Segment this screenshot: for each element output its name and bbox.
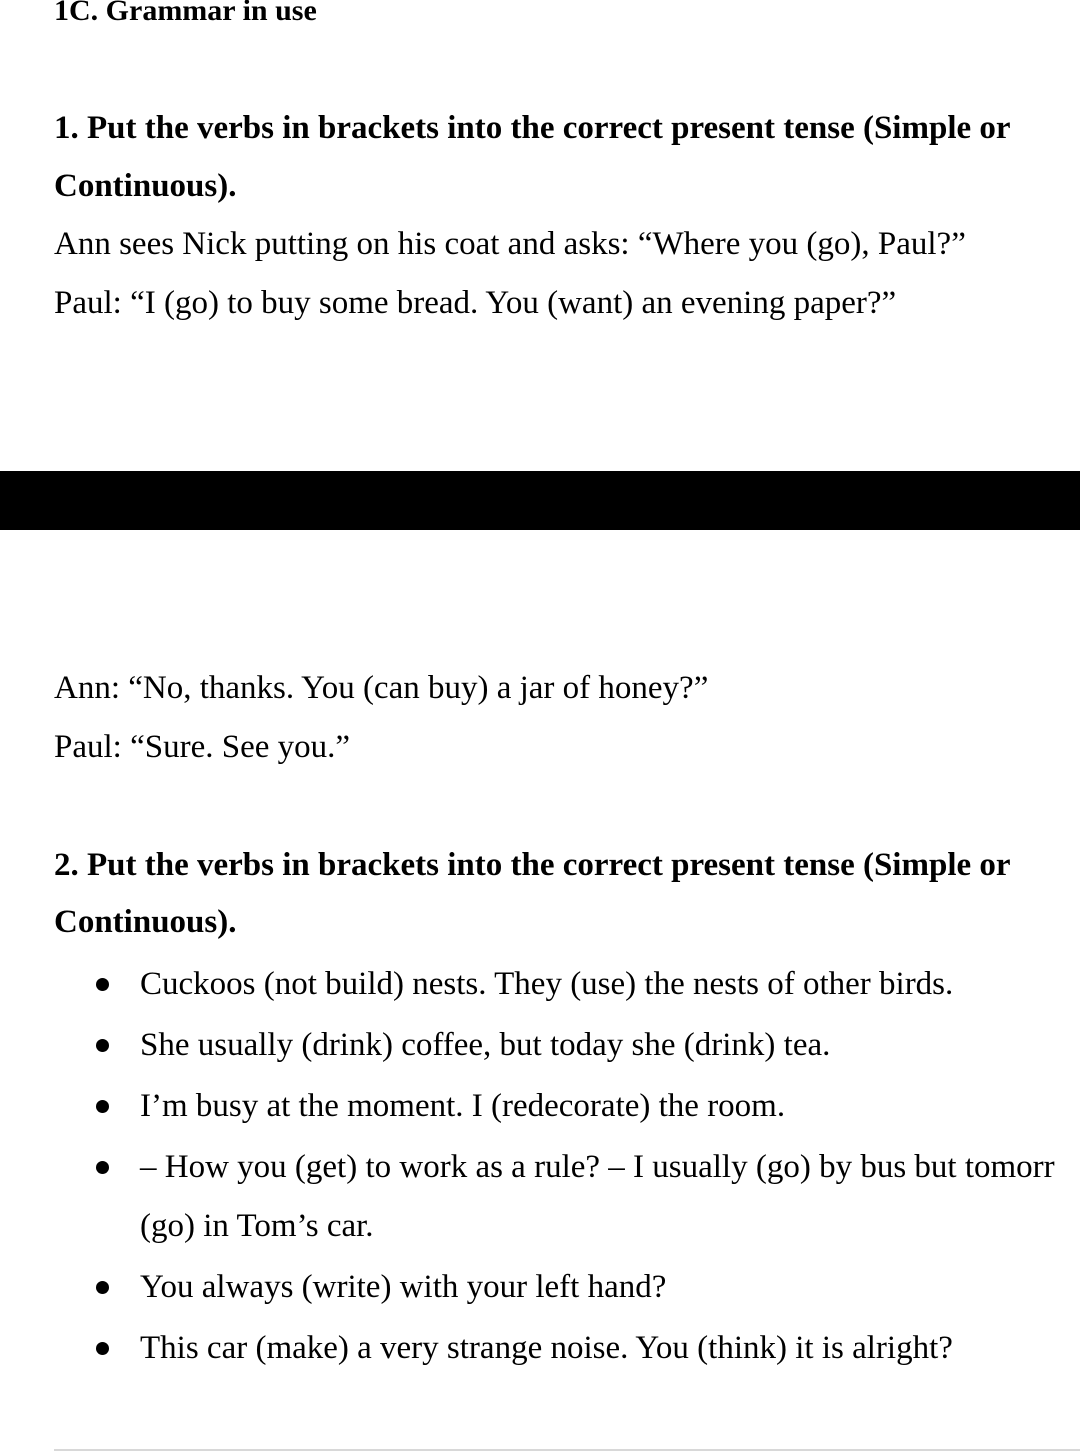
- list-item: [0, 1267, 1080, 1307]
- list-item: [0, 964, 1080, 1004]
- list-item: [0, 1147, 1080, 1187]
- bottom-rule: [54, 1449, 1080, 1451]
- exercise-1-heading-line-2: Continuous).: [54, 168, 237, 204]
- exercise-2-heading-line-2: Continuous).: [54, 904, 237, 940]
- exercise-1-line-paul-reply: Paul: “I (go) to buy some bread. You (want) an evening paper?”: [54, 285, 897, 321]
- list-item: [0, 1086, 1080, 1126]
- exercise-1-line-paul-farewell: Paul: “Sure. See you.”: [54, 729, 351, 765]
- list-item: [0, 1025, 1080, 1065]
- exercise-1-line-ann-question: Ann sees Nick putting on his coat and asks: “Where you (go), Paul?”: [54, 226, 966, 262]
- exercise-1-line-ann-reply: Ann: “No, thanks. You (can buy) a jar of honey?”: [54, 670, 709, 706]
- list-item-text: – How you (get) to work as a rule? – I usually (go) by bus but tomorr: [140, 1149, 1055, 1185]
- bullet-dot-icon: [96, 1161, 109, 1174]
- list-item-continuation: [0, 1206, 1080, 1246]
- list-item-text: I’m busy at the moment. I (redecorate) the room.: [140, 1088, 786, 1124]
- bullet-dot-icon: [96, 1281, 109, 1294]
- list-item-text: (go) in Tom’s car.: [140, 1208, 374, 1244]
- bullet-dot-icon: [96, 1039, 109, 1052]
- list-item: [0, 1328, 1080, 1368]
- redaction-bar: [0, 471, 1080, 530]
- list-item-text: Cuckoos (not build) nests. They (use) the nests of other birds.: [140, 966, 954, 1002]
- bullet-dot-icon: [96, 1100, 109, 1113]
- exercise-2-heading-line-1: 2. Put the verbs in brackets into the correct present tense (Simple or: [54, 847, 1011, 883]
- list-item-text: This car (make) a very strange noise. You (think) it is alright?: [140, 1330, 953, 1366]
- list-item-text: She usually (drink) coffee, but today she (drink) tea.: [140, 1027, 831, 1063]
- bullet-dot-icon: [96, 978, 109, 991]
- bullet-dot-icon: [96, 1342, 109, 1355]
- list-item-text: You always (write) with your left hand?: [140, 1269, 667, 1305]
- exercise-1-heading-line-1: 1. Put the verbs in brackets into the correct present tense (Simple or: [54, 110, 1011, 146]
- section-title: 1C. Grammar in use: [54, 0, 317, 27]
